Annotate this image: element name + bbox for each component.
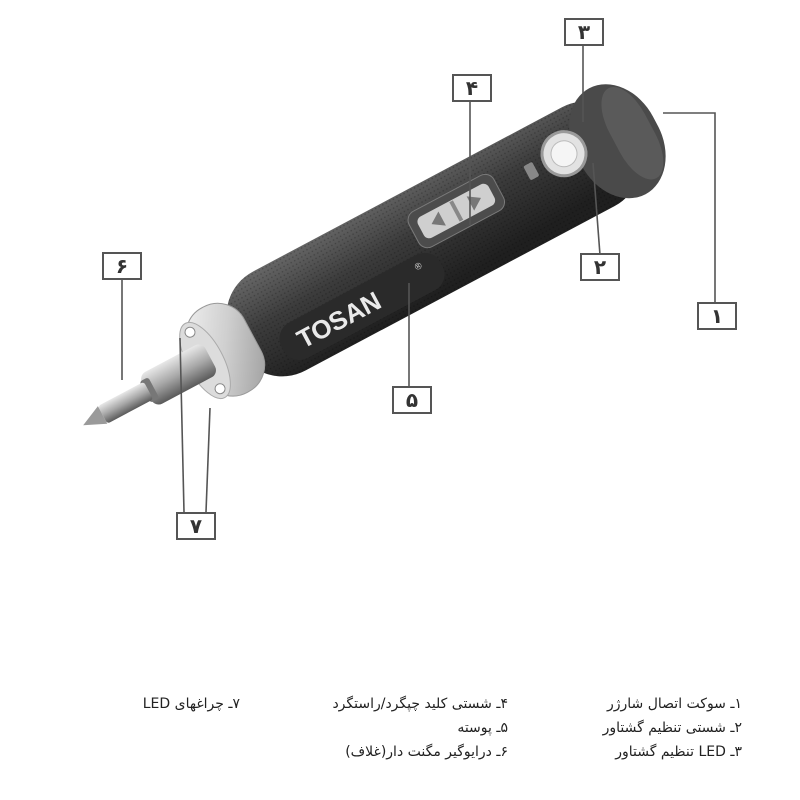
legend-right bbox=[603, 693, 742, 765]
brand-registered-mark: ® bbox=[412, 260, 426, 274]
callout-4: ۴ bbox=[452, 74, 492, 102]
legend-item-1: ۱ـ سوکت اتصال شارژر bbox=[606, 696, 742, 712]
callout-5: ۵ bbox=[392, 386, 432, 414]
callout-7: ۷ bbox=[176, 512, 216, 540]
legend-item-4: ۴ـ شستی کلید چپگرد/راستگرد bbox=[332, 696, 508, 712]
legend-item-6: ۶ـ درایوگیر مگنت دار(غلاف) bbox=[345, 744, 508, 760]
legend-item-7: ۷ـ چراغهای LED bbox=[142, 696, 240, 712]
legend-middle bbox=[332, 693, 508, 765]
callout-1: ۱ bbox=[697, 302, 737, 330]
screwdriver-bit bbox=[98, 382, 153, 424]
callout-6: ۶ bbox=[102, 252, 142, 280]
legend-item-5: ۵ـ پوسته bbox=[457, 720, 508, 736]
callout-2: ۲ bbox=[580, 253, 620, 281]
callout-3: ۳ bbox=[564, 18, 604, 46]
legend-left bbox=[143, 693, 240, 717]
legend-item-3: ۳ـ LED تنظیم گشتاور bbox=[615, 744, 742, 760]
legend-item-2: ۲ـ شستی تنظیم گشتاور bbox=[602, 720, 742, 736]
brand-logo: TOSAN bbox=[291, 285, 386, 355]
